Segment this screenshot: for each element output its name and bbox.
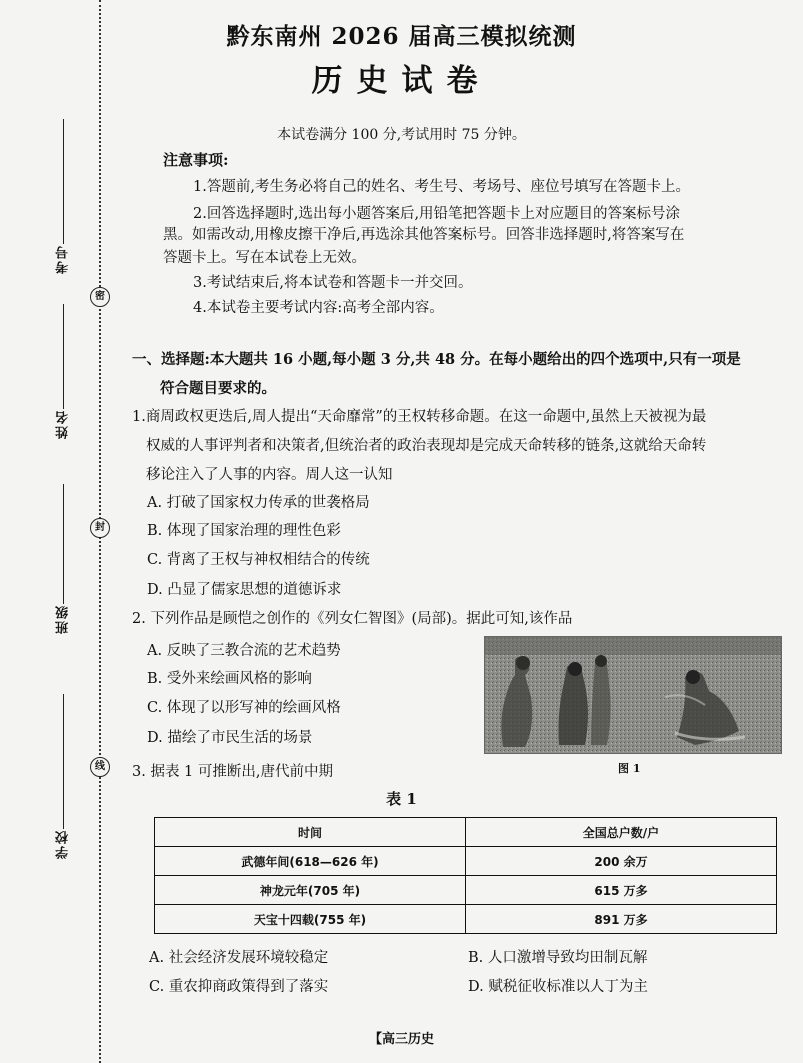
table-header-time: 时间	[155, 818, 466, 847]
section-heading	[132, 345, 782, 403]
school-field	[54, 690, 73, 859]
page-footer: 【高三历史	[368, 1032, 434, 1047]
notice-item-2: 2.回答选择题时,选出每小题答案后,用铅笔把答题卡上对应题目的答案标号涂	[193, 206, 681, 222]
q1-line-3: 移论注入了人事的内容。周人这一认知	[146, 467, 393, 483]
table-cell-households: 200 余万	[466, 847, 777, 876]
school-label: 学校	[56, 829, 71, 859]
notice-item-2-cont: 黑。如需改动,用橡皮擦干净后,再选涂其他答案标号。回答非选择题时,将答案写在	[163, 227, 685, 243]
q1-option-c: C. 背离了王权与神权相结合的传统	[147, 552, 370, 568]
q1-option-b: B. 体现了国家治理的理性色彩	[147, 523, 341, 539]
notice-heading: 注意事项:	[163, 151, 229, 169]
seal-mark-feng: 封	[90, 518, 110, 538]
q3-option-c: C. 重农抑商政策得到了落实	[149, 979, 329, 995]
seal-mark-xian: 线	[90, 757, 110, 777]
question-3-stem: 3. 据表 1 可推断出,唐代前中期	[132, 764, 333, 780]
painting-illustration	[485, 637, 781, 753]
class-field	[54, 480, 73, 634]
q3-option-d: D. 赋税征收标准以人丁为主	[468, 979, 648, 995]
q1-option-a: A. 打破了国家权力传承的世袭格局	[147, 495, 370, 511]
class-label: 班级	[56, 604, 71, 634]
q1-option-d: D. 凸显了儒家思想的道德诉求	[147, 582, 342, 598]
q2-option-d: D. 描绘了市民生活的场景	[147, 730, 313, 746]
table-cell-households: 615 万多	[466, 876, 777, 905]
q3-option-a: A. 社会经济发展环境较稳定	[149, 950, 329, 966]
q1-line-2: 权威的人事评判者和决策者,但统治者的政治表现却是完成天命转移的链条,这就给天命转	[146, 438, 707, 454]
q2-option-b: B. 受外来绘画风格的影响	[147, 671, 312, 687]
table-row	[155, 876, 777, 905]
table-cell-time: 天宝十四载(755 年)	[155, 905, 466, 934]
q1-line-1: 1.商周政权更迭后,周人提出“天命靡常”的王权转移命题。在这一命题中,虽然上天被视为最	[132, 409, 707, 425]
name-label: 姓名	[56, 409, 71, 439]
table-header-row	[155, 818, 777, 847]
table-cell-time: 神龙元年(705 年)	[155, 876, 466, 905]
q2-option-c: C. 体现了以形写神的绘画风格	[147, 700, 341, 716]
question-2-stem: 2. 下列作品是顾恺之创作的《列女仁智图》(局部)。据此可知,该作品	[132, 611, 573, 627]
name-field	[54, 300, 73, 439]
table-row	[155, 905, 777, 934]
q2-option-a: A. 反映了三教合流的艺术趋势	[147, 643, 341, 659]
section-heading-line2: 符合题目要求的。	[160, 380, 276, 397]
q3-option-b: B. 人口激增导致均田制瓦解	[468, 950, 648, 966]
section-heading-line1: 一、选择题:本大题共 16 小题,每小题 3 分,共 48 分。在每小题给出的四个选项中,只有一项是	[132, 351, 741, 368]
notice-item-4: 4.本试卷主要考试内容:高考全部内容。	[193, 300, 444, 316]
painting-figure	[484, 636, 782, 754]
table-cell-time: 武德年间(618—626 年)	[155, 847, 466, 876]
table-header-households: 全国总户数/户	[466, 818, 777, 847]
table-row	[155, 847, 777, 876]
notice-item-2-end: 答题卡上。写在本试卷上无效。	[163, 250, 366, 266]
score-info: 本试卷满分 100 分,考试用时 75 分钟。	[277, 127, 526, 143]
seal-mark-mi: 密	[90, 287, 110, 307]
name-line	[63, 304, 64, 409]
question-1-stem	[132, 403, 780, 490]
figure-caption: 图 1	[618, 762, 641, 775]
table-cell-households: 891 万多	[466, 905, 777, 934]
subject-title: 历史试卷	[311, 63, 492, 99]
class-line	[63, 484, 64, 604]
notice-item-3: 3.考试结束后,将本试卷和答题卡一并交回。	[193, 275, 473, 291]
exam-number-label: 考号	[56, 244, 71, 274]
notice-item-1: 1.答题前,考生务必将自己的姓名、考生号、考场号、座位号填写在答题卡上。	[193, 179, 690, 195]
exam-title: 黔东南州 2026 届高三模拟统测	[226, 23, 577, 50]
table-title: 表 1	[386, 790, 417, 808]
households-table	[154, 817, 777, 934]
